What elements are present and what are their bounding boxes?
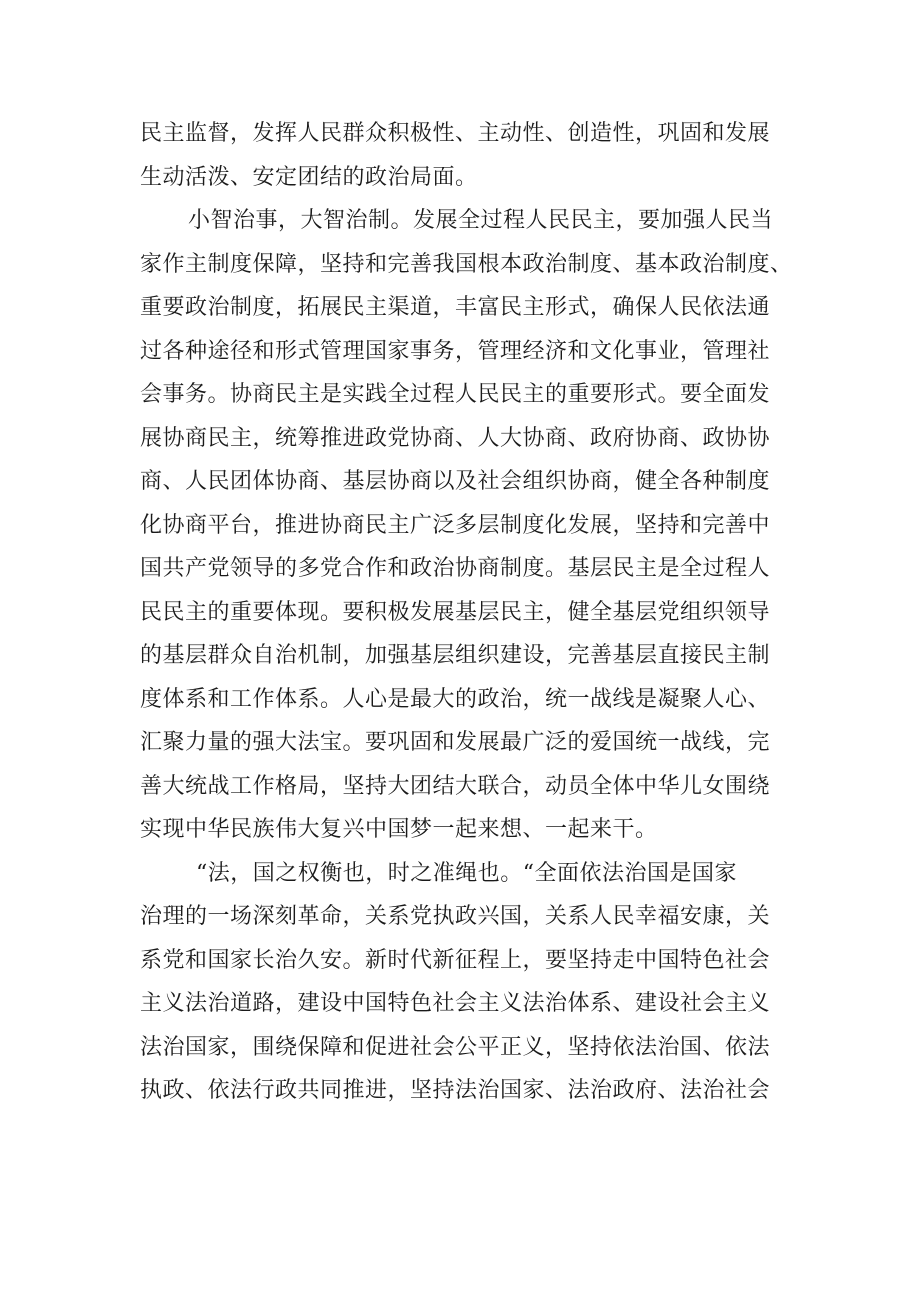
paragraph-line: 展协商民主，统筹推进政党协商、人大协商、政府协商、政协协 (140, 425, 771, 451)
paragraph-line: 法治国家，围绕保障和促进社会公平正义，坚持依法治国、依法 (140, 1034, 771, 1060)
paragraph-line: 国共产党领导的多党合作和政治协商制度。基层民主是全过程人 (140, 556, 771, 581)
paragraph-line: 生动活泼、安定团结的政治局面。 (140, 164, 478, 190)
paragraph-line: “法，国之权衡也，时之准绳也。“全面依法治国是国家 (196, 860, 737, 886)
paragraph-line: 汇聚力量的强大法宝。要巩固和发展最广泛的爱国统一战线，完 (140, 730, 771, 755)
paragraph-line: 度体系和工作体系。人心是最大的政治，统一战线是凝聚人心、 (140, 686, 771, 712)
paragraph-line: 执政、依法行政共同推进，坚持法治国家、法治政府、法治社会 (140, 1078, 771, 1103)
paragraph-line: 会事务。协商民主是实践全过程人民民主的重要形式。要全面发 (140, 382, 771, 407)
paragraph-line: 重要政治制度，拓展民主渠道，丰富民主形式，确保人民依法通 (140, 295, 771, 320)
paragraph-line: 实现中华民族伟大复兴中国梦一起来想、一起来干。 (140, 817, 658, 842)
paragraph-line: 商、人民团体协商、基层协商以及社会组织协商，健全各种制度 (140, 469, 771, 494)
paragraph-line: 化协商平台，推进协商民主广泛多层制度化发展，坚持和完善中 (140, 512, 771, 538)
paragraph-line: 治理的一场深刻革命，关系党执政兴国，关系人民幸福安康，关 (140, 904, 771, 929)
paragraph-line: 小智治事，大智治制。发展全过程人民民主，要加强人民当 (188, 208, 774, 233)
paragraph-line: 系党和国家长治久安。新时代新征程上，要坚持走中国特色社会 (140, 947, 771, 973)
paragraph-line: 家作主制度保障，坚持和完善我国根本政治制度、基本政治制度、 (140, 251, 793, 277)
paragraph-line: 民民主的重要体现。要积极发展基层民主，健全基层党组织领导 (140, 599, 771, 625)
paragraph-3 (140, 852, 785, 1113)
paragraph-line: 过各种途径和形式管理国家事务，管理经济和文化事业，管理社 (140, 338, 771, 364)
paragraph-line: 主义法治道路，建设中国特色社会主义法治体系、建设社会主义 (140, 991, 771, 1016)
body-text (140, 112, 793, 1113)
paragraph-2 (140, 199, 793, 852)
paragraph-line: 善大统战工作格局，坚持大团结大联合，动员全体中华儿女围绕 (140, 773, 771, 799)
paragraph-1 (140, 112, 785, 199)
paragraph-line: 民主监督，发挥人民群众积极性、主动性、创造性，巩固和发展 (140, 121, 771, 146)
paragraph-line: 的基层群众自治机制，加强基层组织建设，完善基层直接民主制 (140, 643, 771, 668)
